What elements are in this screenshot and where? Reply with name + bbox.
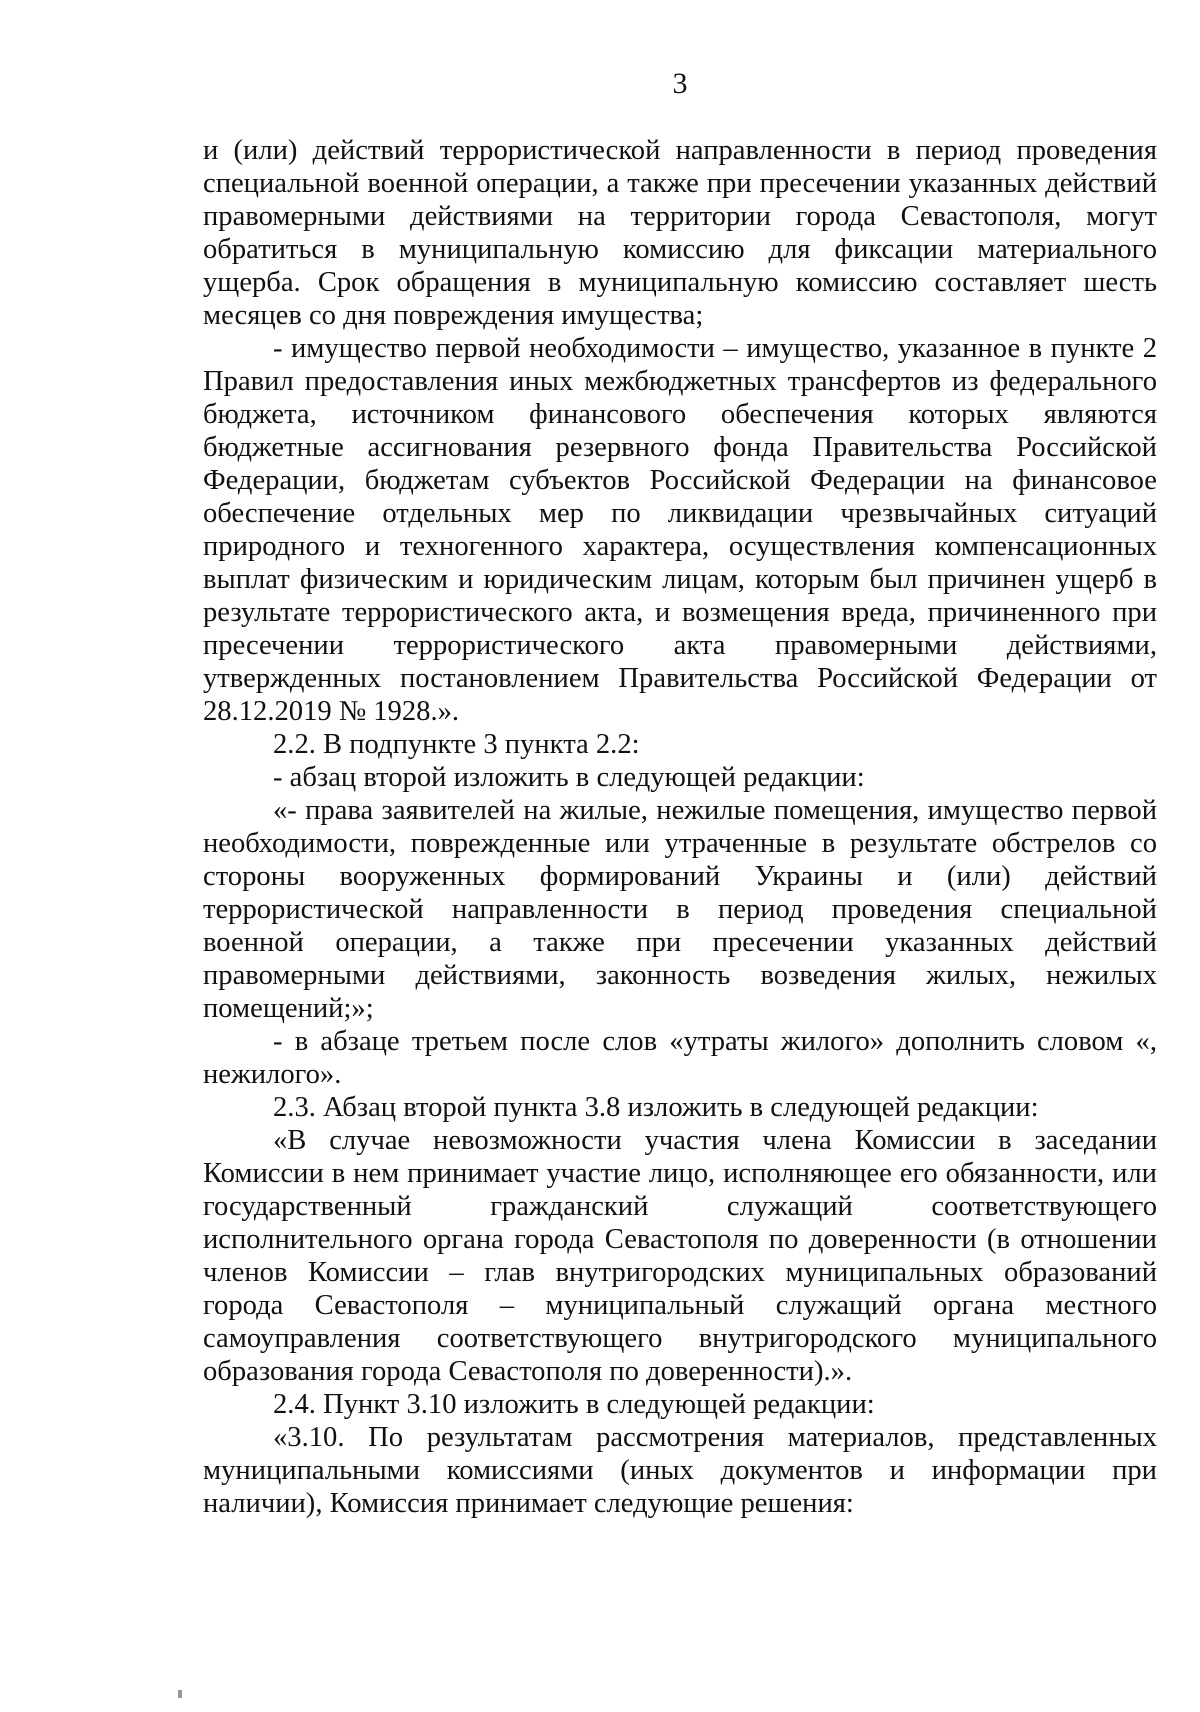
- paragraph: 2.4. Пункт 3.10 изложить в следующей редакции:: [273, 1389, 875, 1420]
- paragraph: - в абзаце третьем после слов «утраты жилого» дополнить словом «, нежилого».: [203, 1026, 1157, 1090]
- document-body: [203, 134, 1157, 1520]
- paragraph: 2.2. В подпункте 3 пункта 2.2:: [273, 729, 640, 760]
- scan-artifact: [178, 1690, 182, 1698]
- page-number: 3: [672, 67, 688, 100]
- paragraph: «В случае невозможности участия члена Комиссии в заседании Комиссии в нем принимает участие лицо, исполняющее его обязанности, или государственный гражданский служащий соответствующего исполнительного органа города Севастополя по доверенности (в отношении членов Комиссии – глав внутригородских муниципальных образований города Севастополя – муниципальный служащий органа местного самоуправления соответствующего внутригородского муниципального образования города Севастополя по доверенности).».: [203, 1125, 1157, 1387]
- paragraph: «3.10. По результатам рассмотрения материалов, представленных муниципальными комиссиями (иных документов и информации при наличии), Комиссия принимает следующие решения:: [203, 1422, 1157, 1519]
- paragraph: 2.3. Абзац второй пункта 3.8 изложить в следующей редакции:: [273, 1092, 1039, 1123]
- paragraph: «- права заявителей на жилые, нежилые помещения, имущество первой необходимости, поврежденные или утраченные в результате обстрелов со стороны вооруженных формирований Украины и (или) действий террористической направленности в период проведения специальной военной операции, а также при пресечении указанных действий правомерными действиями, законность возведения жилых, нежилых помещений;»;: [203, 795, 1157, 1024]
- paragraph: - абзац второй изложить в следующей редакции:: [273, 762, 865, 793]
- paragraph: - имущество первой необходимости – имущество, указанное в пункте 2 Правил предоставления иных межбюджетных трансфертов из федерального бюджета, источником финансового обеспечения которых являются бюджетные ассигнования резервного фонда Правительства Российской Федерации, бюджетам субъектов Российской Федерации на финансовое обеспечение отдельных мер по ликвидации чрезвычайных ситуаций природного и техногенного характера, осуществления компенсационных выплат физическим и юридическим лицам, которым был причинен ущерб в результате террористического акта, и возмещения вреда, причиненного при пресечении террористического акта правомерными действиями, утвержденных постановлением Правительства Российской Федерации от 28.12.2019 № 1928.».: [203, 333, 1157, 727]
- paragraph: и (или) действий террористической направленности в период проведения специальной военной операции, а также при пресечении указанных действий правомерными действиями на территории города Севастополя, могут обратиться в муниципальную комиссию для фиксации материального ущерба. Срок обращения в муниципальную комиссию составляет шесть месяцев со дня повреждения имущества;: [203, 135, 1157, 331]
